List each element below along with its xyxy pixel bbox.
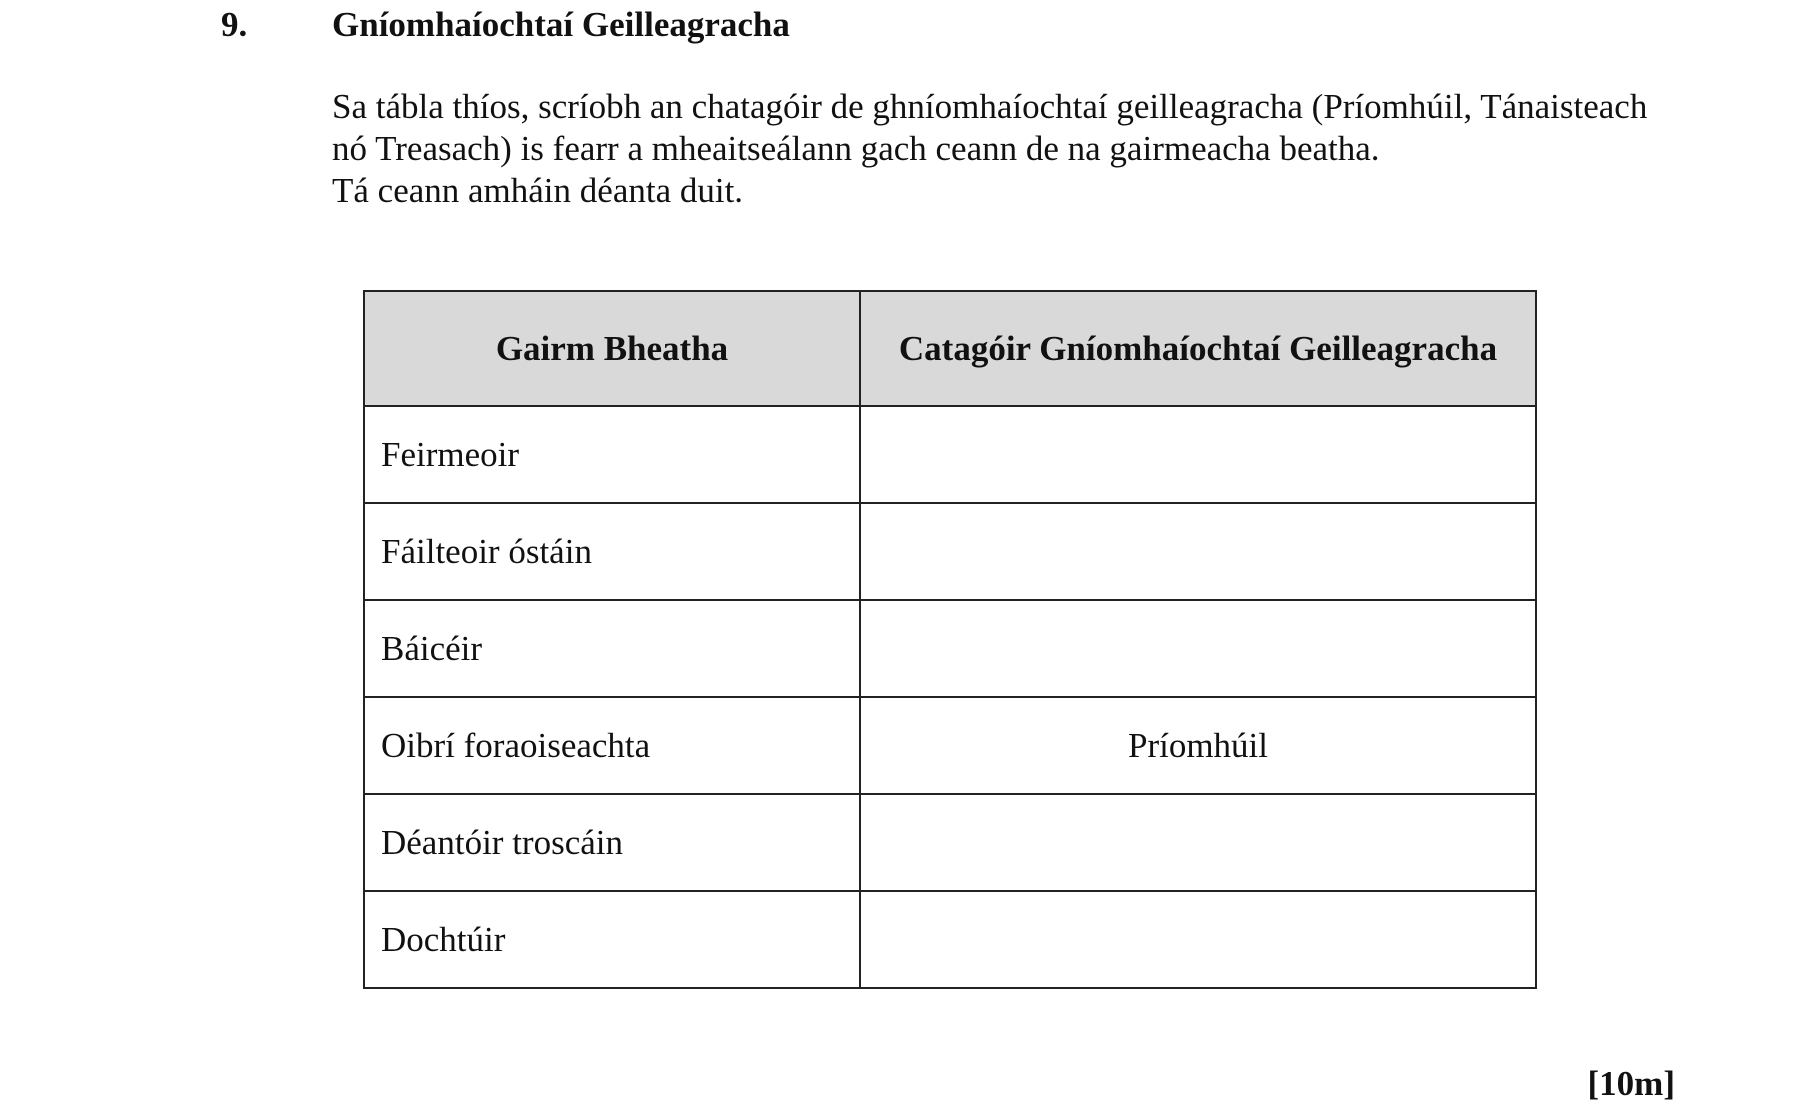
occupation-cell: Déantóir troscáin (364, 794, 860, 891)
table-row (364, 600, 1536, 697)
occupation-cell: Feirmeoir (364, 406, 860, 503)
category-answer-cell[interactable] (860, 794, 1536, 891)
marks-label: [10m] (1587, 1064, 1675, 1103)
question-number: 9. (221, 5, 248, 44)
table-row (364, 503, 1536, 600)
occupation-cell: Dochtúir (364, 891, 860, 988)
table-row (364, 794, 1536, 891)
answer-table (363, 290, 1537, 989)
table-row (364, 891, 1536, 988)
occupation-cell: Fáilteoir óstáin (364, 503, 860, 600)
category-answer-cell[interactable] (860, 503, 1536, 600)
question-title: Gníomhaíochtaí Geilleagracha (332, 5, 790, 44)
instruction-line: Sa tábla thíos, scríobh an chatagóir de ghníomhaíochtaí geilleagracha (Príomhúil, Tánaisteach (332, 87, 1648, 126)
question-instructions (332, 86, 1792, 212)
table-row (364, 406, 1536, 503)
table-row (364, 697, 1536, 794)
instruction-line: nó Treasach) is fearr a mheaitseálann gach ceann de na gairmeacha beatha. (332, 129, 1380, 168)
table-header-row (364, 291, 1536, 406)
occupation-cell: Báicéir (364, 600, 860, 697)
category-answer-cell[interactable] (860, 891, 1536, 988)
category-answer-cell[interactable] (860, 600, 1536, 697)
column-header-category: Catagóir Gníomhaíochtaí Geilleagracha (860, 291, 1536, 406)
column-header-occupation: Gairm Bheatha (364, 291, 860, 406)
occupation-cell: Oibrí foraoiseachta (364, 697, 860, 794)
category-example-cell: Príomhúil (860, 697, 1536, 794)
instruction-line: Tá ceann amháin déanta duit. (332, 171, 744, 210)
category-answer-cell[interactable] (860, 406, 1536, 503)
